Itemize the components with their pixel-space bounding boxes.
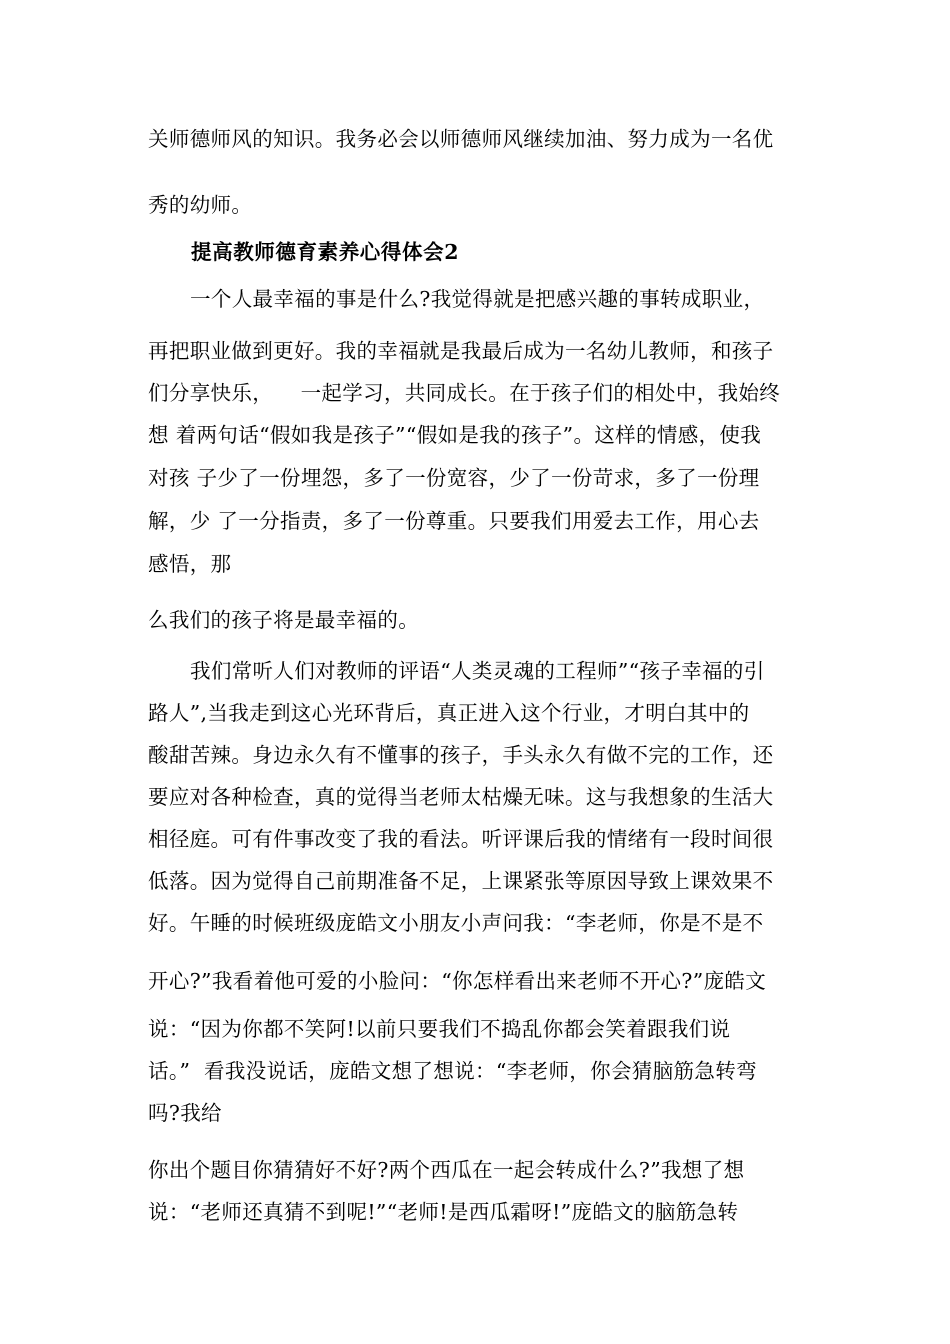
text-line: 好。午睡的时候班级庞皓文小朋友小声问我：“李老师，你是不是不 bbox=[148, 911, 764, 935]
text-line: 秀的幼师。 bbox=[148, 193, 253, 217]
text-line: 吗?我给 bbox=[148, 1101, 222, 1125]
text-line: 要应对各种检查，真的觉得当老师太枯燥无味。这与我想象的生活大 bbox=[148, 785, 774, 809]
text-line: 关师德师风的知识。我务必会以师德师风继续加油、努力成为一名优 bbox=[148, 127, 774, 151]
text-line: 说：“老师还真猜不到呢!”“老师!是西瓜霜呀!”庞皓文的脑筋急转 bbox=[148, 1200, 739, 1224]
text-line: 们分享快乐， 一起学习，共同成长。在于孩子们的相处中，我始终 bbox=[148, 381, 781, 405]
text-line: 解，少 了一分指责，多了一份尊重。只要我们用爱去工作，用心去 bbox=[148, 509, 760, 533]
text-line: 说：“因为你都不笑阿!以前只要我们不捣乱你都会笑着跟我们说 bbox=[148, 1017, 731, 1041]
text-line: 相径庭。可有件事改变了我的看法。听评课后我的情绪有一段时间很 bbox=[148, 827, 774, 851]
text-line: 感悟，那 bbox=[148, 552, 232, 576]
text-line: 再把职业做到更好。我的幸福就是我最后成为一名幼儿教师，和孩子 bbox=[148, 339, 774, 363]
text-line: 话。” 看我没说话，庞皓文想了想说：“李老师，你会猜脑筋急转弯 bbox=[148, 1059, 757, 1083]
text-line: 开心?”我看着他可爱的小脸问：“你怎样看出来老师不开心?”庞皓文 bbox=[148, 969, 767, 993]
paragraph-first-line: 我们常听人们对教师的评语“人类灵魂的工程师”“孩子幸福的引 bbox=[190, 659, 765, 683]
text-line: 么我们的孩子将是最幸福的。 bbox=[148, 608, 420, 632]
text-line: 对孩 子少了一份埋怨，多了一份宽容，少了一份苛求，多了一份理 bbox=[148, 466, 760, 490]
text-line: 你出个题目你猜猜好不好?两个西瓜在一起会转成什么?”我想了想 bbox=[148, 1158, 745, 1182]
section-heading: 提高教师德育素养心得体会2 bbox=[191, 240, 460, 264]
text-line: 酸甜苦辣。身边永久有不懂事的孩子，手头永久有做不完的工作，还 bbox=[148, 743, 774, 767]
text-line: 路人”,当我走到这心光环背后，真正进入这个行业，才明白其中的 bbox=[148, 701, 750, 725]
paragraph-first-line: 一个人最幸福的事是什么?我觉得就是把感兴趣的事转成职业， bbox=[190, 287, 765, 311]
text-line: 低落。因为觉得自己前期准备不足，上课紧张等原因导致上课效果不 bbox=[148, 869, 774, 893]
text-line: 想 着两句话“假如我是孩子”“假如是我的孩子”。这样的情感，使我 bbox=[148, 423, 762, 447]
